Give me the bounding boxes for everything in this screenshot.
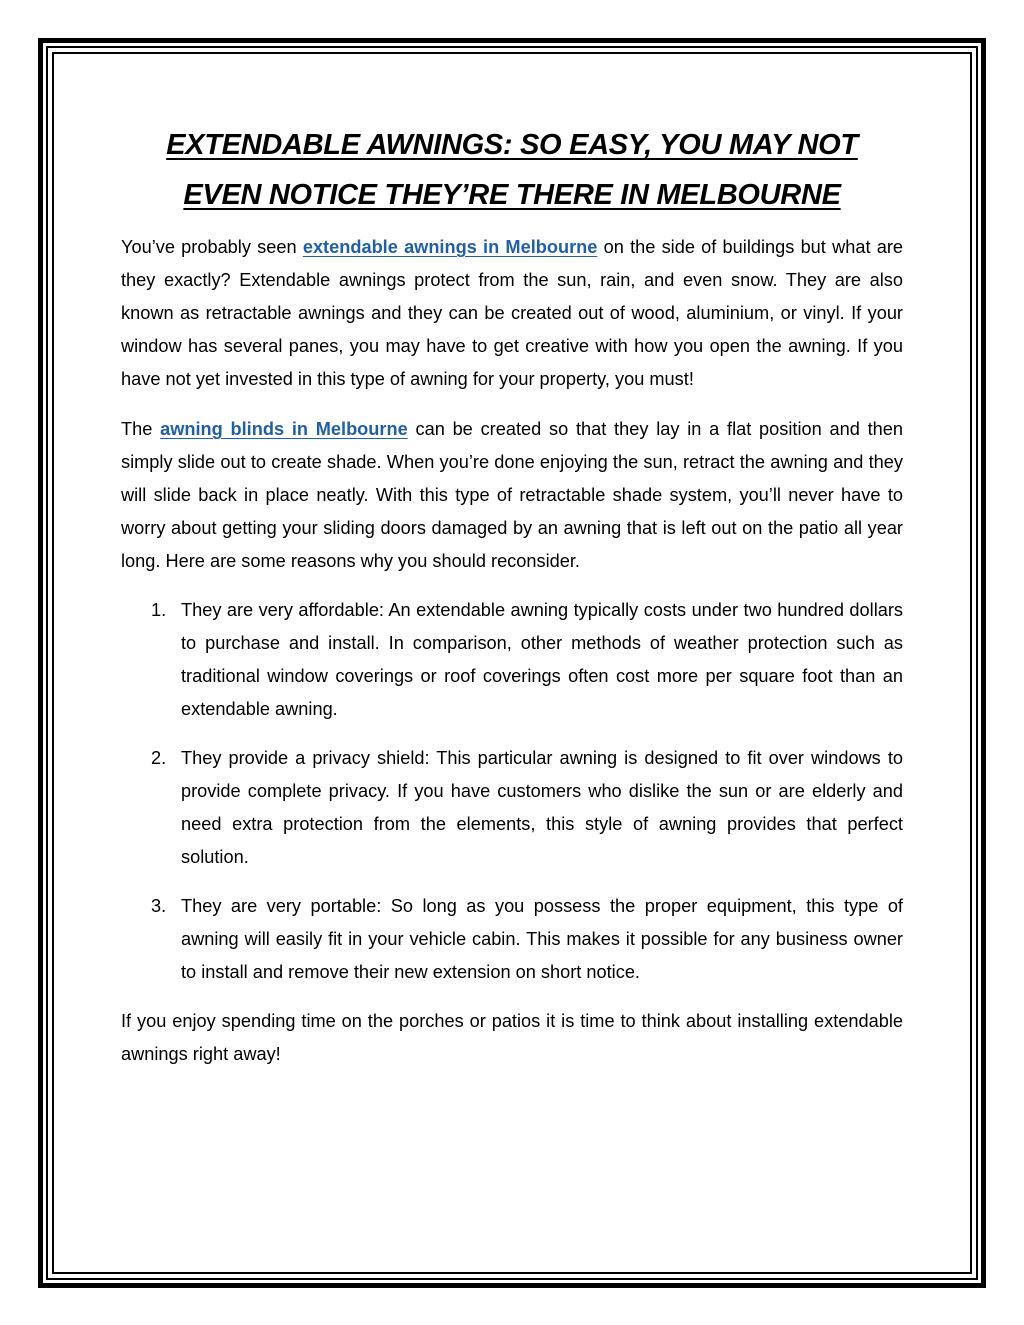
list-item-text: They are very portable: So long as you possess the proper equipment, this type of awning will easily fit in your vehicle cabin. This makes it possible for any business owner to install and remove their new extension on short notice.: [181, 896, 903, 982]
list-item: [121, 742, 903, 874]
intro-text-before-link: You’ve probably seen: [121, 237, 303, 257]
list-item-text: They provide a privacy shield: This particular awning is designed to fit over windows to provide complete privacy. If you have customers who dislike the sun or are elderly and need extra protection from the elements, this style of awning provides that perfect solution.: [181, 748, 903, 867]
awning-blinds-link[interactable]: awning blinds in Melbourne: [160, 419, 408, 439]
second-text-after-link: can be created so that they lay in a flat position and then simply slide out to create shade. When you’re done enjoying the sun, retract the awning and they will slide back in place neatly. With this type of retractable shade system, you’ll never have to worry about getting your sliding doors damaged by an awning that is left out on the patio all year long. Here are some reasons why you should reconsider.: [121, 419, 903, 571]
list-item-number: 2.: [151, 748, 167, 768]
list-item-number: 3.: [151, 896, 167, 916]
list-item: [121, 890, 903, 989]
reasons-list: [121, 594, 903, 989]
title-line-2: EVEN NOTICE THEY’RE THERE IN MELBOURNE: [183, 179, 841, 211]
list-item-number: 1.: [151, 600, 167, 620]
second-text-before-link: The: [121, 419, 161, 439]
closing-paragraph: If you enjoy spending time on the porches or patios it is time to think about installing extendable awnings right away!: [121, 1011, 903, 1064]
second-paragraph: [121, 413, 903, 578]
title-line-1: EXTENDABLE AWNINGS: SO EASY, YOU MAY NOT: [166, 129, 858, 161]
list-item-text: They are very affordable: An extendable awning typically costs under two hundred dollars to purchase and install. In comparison, other methods of weather protection such as traditional window coverings or roof coverings often cost more per square foot than an extendable awning.: [181, 600, 903, 719]
list-item: [121, 594, 903, 726]
intro-text-after-link: on the side of buildings but what are they exactly? Extendable awnings protect from the sun, rain, and even snow. They are also known as retractable awnings and they can be created out of wood, aluminium, or vinyl. If your window has several panes, you may have to get creative with how you open the awning. If you have not yet invested in this type of awning for your property, you must!: [121, 237, 904, 389]
document-title: [121, 120, 903, 220]
document-content: [121, 120, 903, 1071]
intro-paragraph: [121, 231, 903, 396]
extendable-awnings-link[interactable]: extendable awnings in Melbourne: [302, 237, 598, 257]
